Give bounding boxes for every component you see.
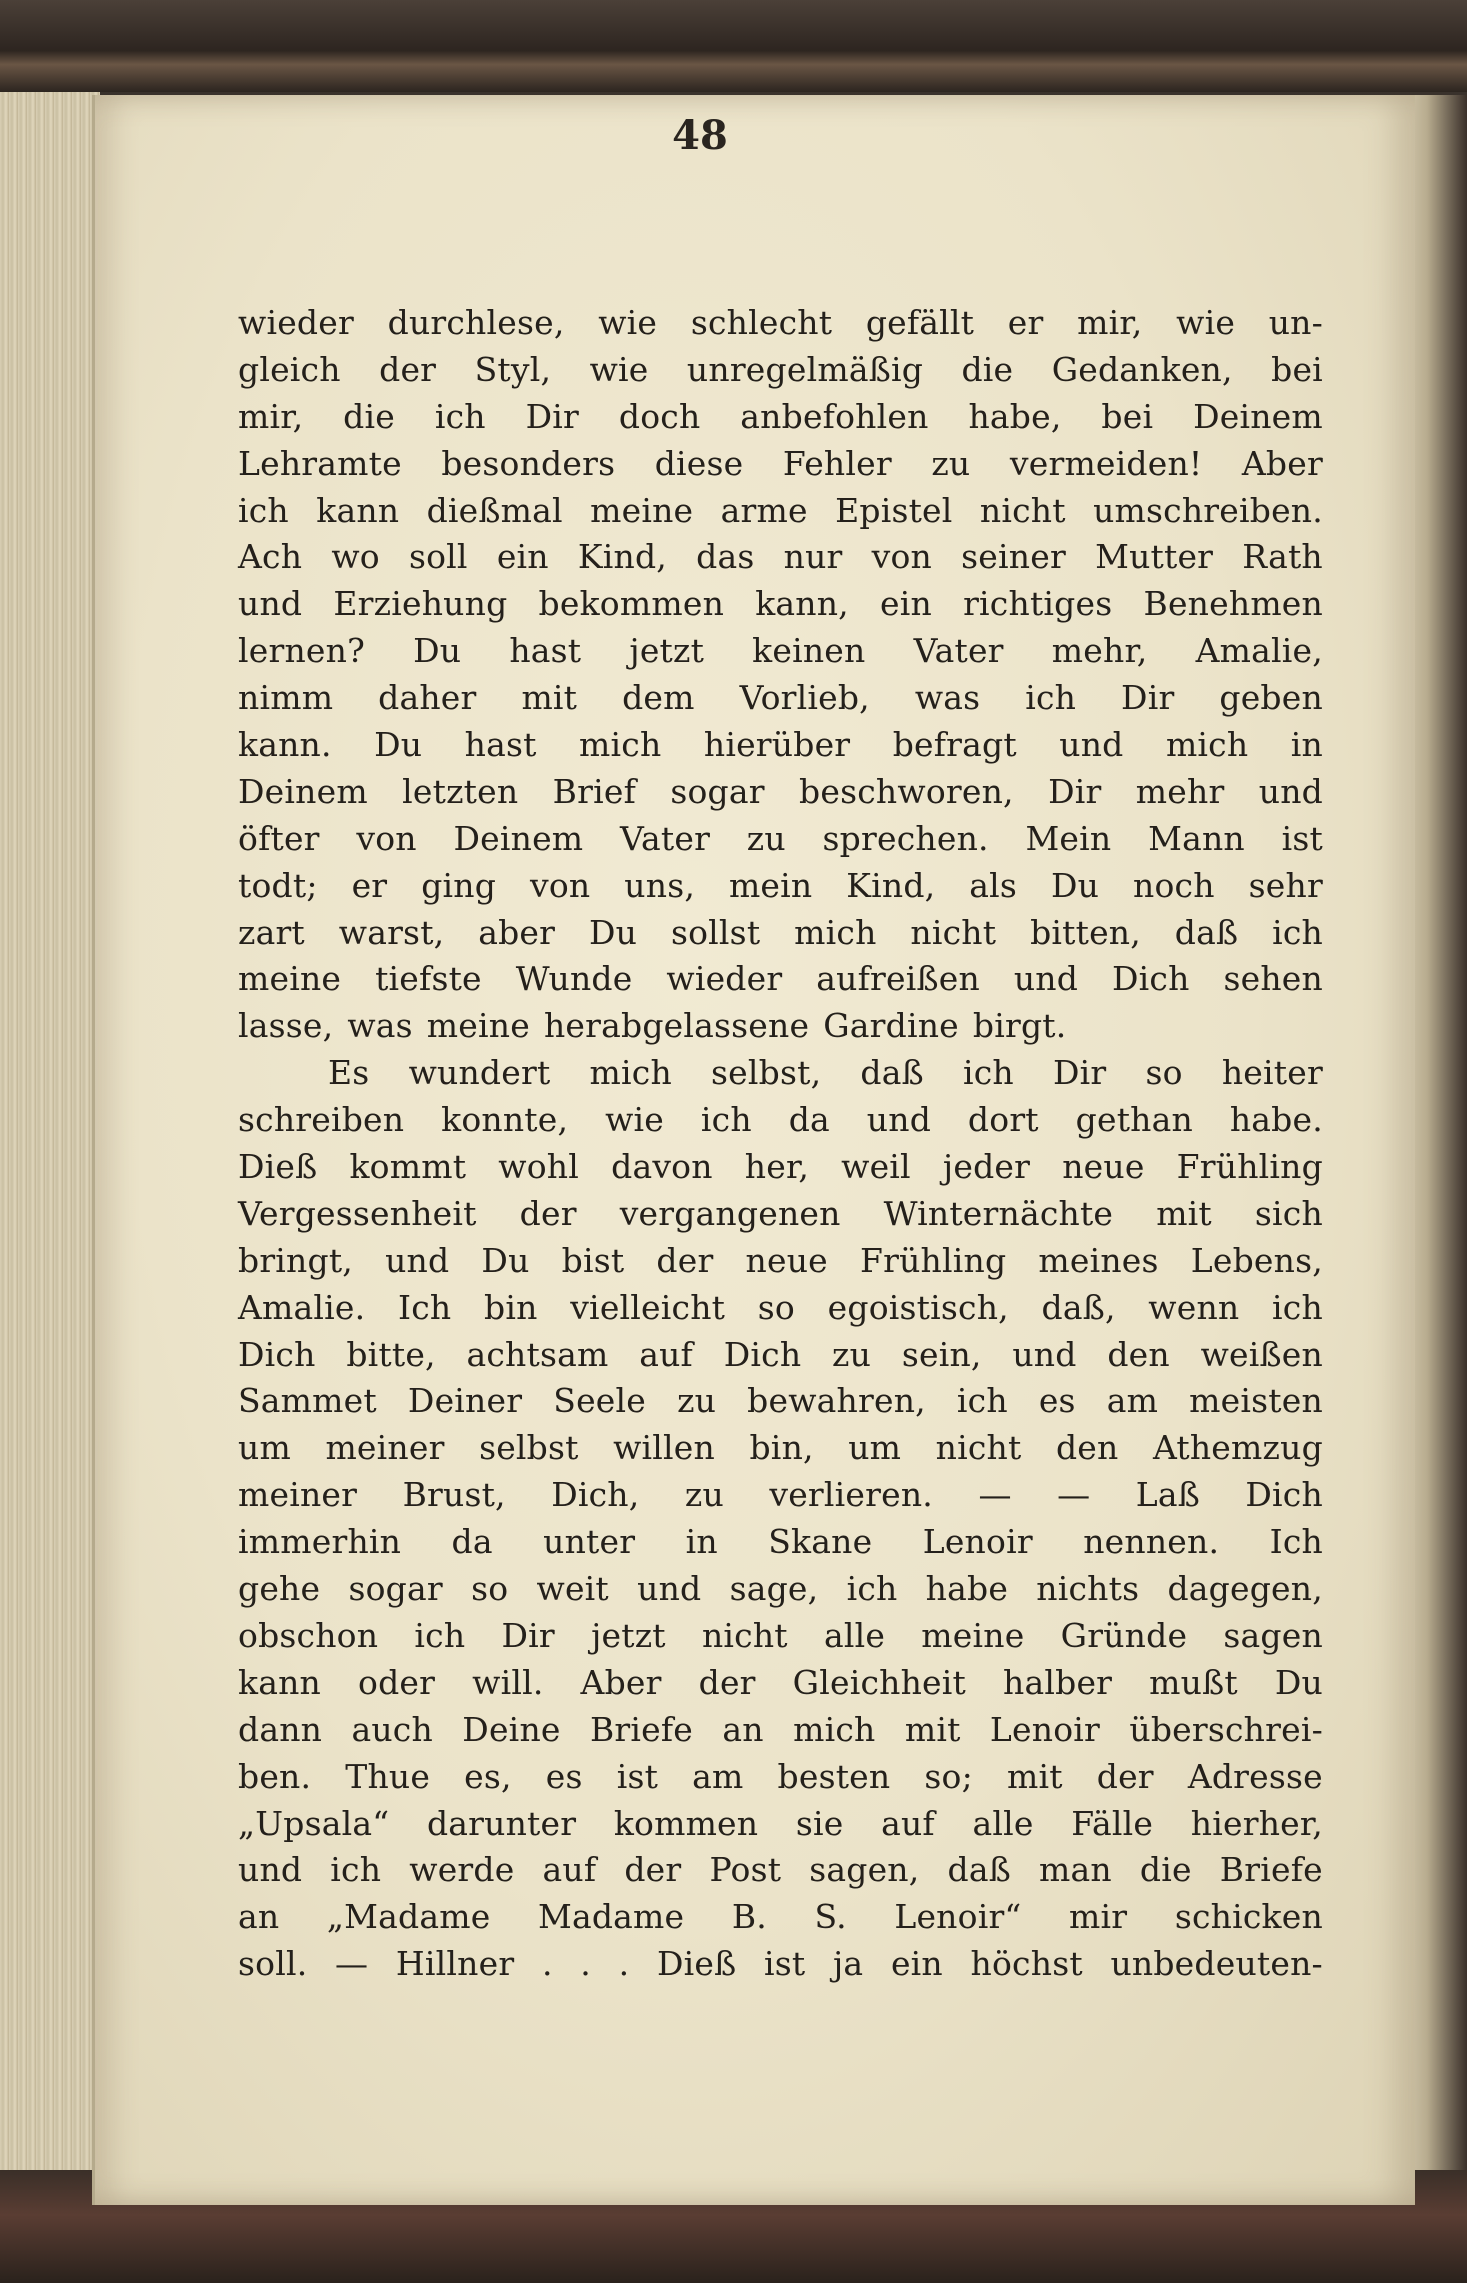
text-line: Ach wo soll ein Kind, das nur von seiner Mutter Rath — [238, 537, 1323, 577]
text-line: immerhin da unter in Skane Lenoir nennen. Ich — [238, 1522, 1323, 1562]
text-line: nimm daher mit dem Vorlieb, was ich Dir geben — [238, 678, 1323, 718]
text-line: dann auch Deine Briefe an mich mit Lenoir überschrei- — [238, 1709, 1323, 1749]
text-line: und Erziehung bekommen kann, ein richtiges Benehmen — [238, 584, 1323, 624]
text-line: wieder durchlese, wie schlecht gefällt er mir, wie un- — [238, 303, 1323, 342]
text-line: Sammet Deiner Seele zu bewahren, ich es am meisten — [238, 1381, 1323, 1421]
text-line: Amalie. Ich bin vielleicht so egoistisch, daß, wenn ich — [238, 1287, 1323, 1327]
text-line: Lehramte besonders diese Fehler zu vermeiden! Aber — [238, 443, 1323, 483]
text-line: um meiner selbst willen bin, um nicht den Athemzug — [238, 1428, 1323, 1468]
text-line: und ich werde auf der Post sagen, daß man die Briefe — [238, 1850, 1323, 1890]
text-line: obschon ich Dir jetzt nicht alle meine Gründe sagen — [238, 1615, 1323, 1655]
text-line: öfter von Deinem Vater zu sprechen. Mein Mann ist — [238, 818, 1323, 858]
text-line: Dich bitte, achtsam auf Dich zu sein, und den weißen — [238, 1334, 1323, 1374]
text-line: ich kann dießmal meine arme Epistel nicht umschreiben. — [238, 490, 1323, 530]
text-line: Dieß kommt wohl davon her, weil jeder neue Frühling — [238, 1147, 1323, 1187]
text-line: kann. Du hast mich hierüber befragt und mich in — [238, 725, 1323, 765]
text-line: „Upsala“ darunter kommen sie auf alle Fälle hierher, — [238, 1803, 1323, 1843]
text-line: Vergessenheit der vergangenen Winternächte mit sich — [238, 1193, 1323, 1233]
book-top-edge — [0, 0, 1467, 92]
page-number: 48 — [672, 112, 728, 159]
body-text — [238, 300, 1323, 1988]
text-line: ben. Thue es, es ist am besten so; mit der Adresse — [238, 1756, 1323, 1796]
text-line: an „Madame Madame B. S. Lenoir“ mir schicken — [238, 1897, 1323, 1937]
text-line: Es wundert mich selbst, daß ich Dir so heiter — [328, 1053, 1323, 1093]
text-line: meiner Brust, Dich, zu verlieren. — — Laß Dich — [238, 1475, 1323, 1515]
text-line: kann oder will. Aber der Gleichheit halber mußt Du — [238, 1662, 1323, 1702]
text-line: mir, die ich Dir doch anbefohlen habe, bei Deinem — [238, 396, 1323, 436]
text-line: gleich der Styl, wie unregelmäßig die Gedanken, bei — [238, 349, 1323, 389]
text-line: gehe sogar so weit und sage, ich habe nichts dagegen, — [238, 1569, 1323, 1609]
text-line: zart warst, aber Du sollst mich nicht bitten, daß ich — [238, 912, 1323, 952]
page-stack-edge — [0, 92, 100, 2182]
text-line: soll. — Hillner . . . Dieß ist ja ein höchst unbedeuten- — [238, 1944, 1323, 1984]
text-line: bringt, und Du bist der neue Frühling meines Lebens, — [238, 1240, 1323, 1280]
text-line: schreiben konnte, wie ich da und dort gethan habe. — [238, 1100, 1323, 1140]
text-line: lernen? Du hast jetzt keinen Vater mehr, Amalie, — [238, 631, 1323, 671]
text-line: todt; er ging von uns, mein Kind, als Du noch sehr — [238, 865, 1323, 905]
text-line: lasse, was meine herabgelassene Gardine birgt. — [238, 1006, 1067, 1046]
text-line: Deinem letzten Brief sogar beschworen, Dir mehr und — [238, 771, 1323, 811]
text-line: meine tiefste Wunde wieder aufreißen und Dich sehen — [238, 959, 1323, 999]
